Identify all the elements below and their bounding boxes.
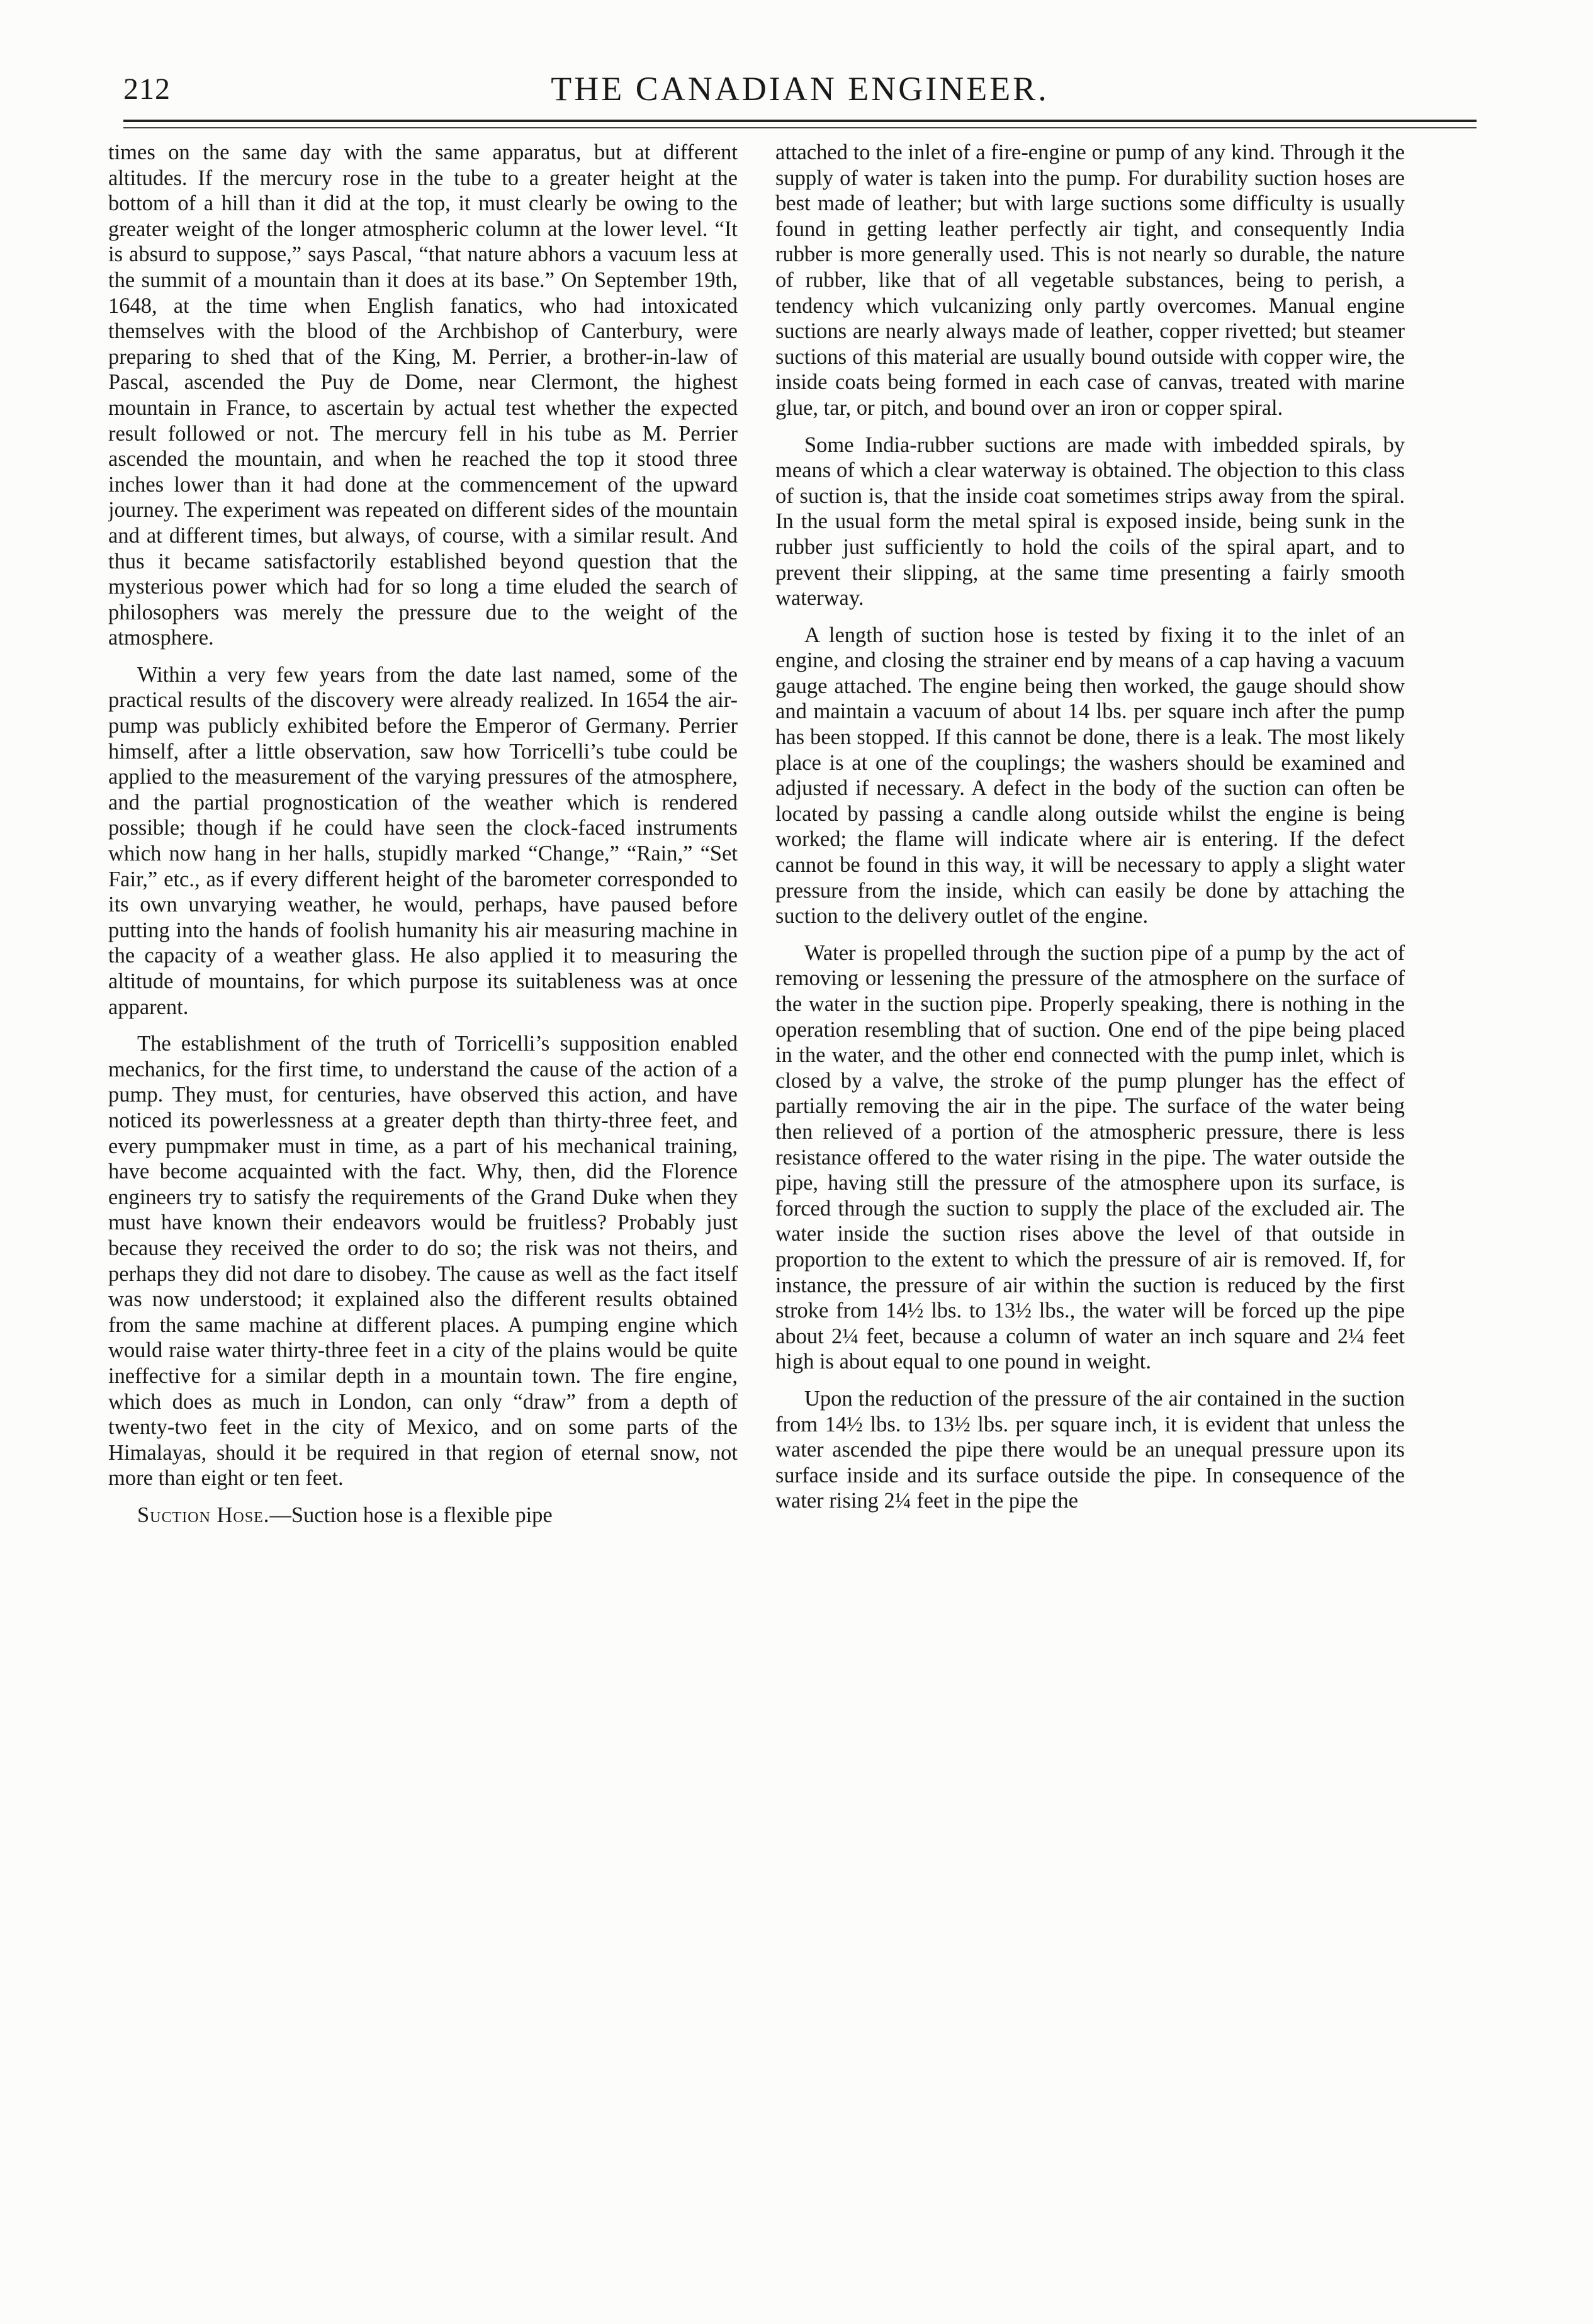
paragraph: attached to the inlet of a fire-engine or pump of any kind. Through it the supply of water is taken into the pump. For durability suction hoses are best made of leather; but with large suctions some difficulty is usually found in getting leather perfectly air tight, and consequently India rubber is more generally used. This is not nearly so durable, the nature of rubber, like that of all vegetable substances, being to perish, a tendency which vulcanizing only partly overcomes. Manual engine suctions are nearly always made of leather, copper rivetted; but steamer suctions of this material are usually bound outside with copper wire, the inside coats being formed in each case of canvas, treated with marine glue, tar, or pitch, and bound over an iron or copper spiral. — [775, 140, 1405, 420]
paragraph: Within a very few years from the date last named, some of the practical results of the discovery were already realized. In 1654 the air-pump was publicly exhibited before the Emperor of Germany. Perrier himself, after a little observation, saw how Torricelli’s tube could be applied to the measurement of the varying pressures of the atmosphere, and the partial prognostication of the weather which is rendered possible; though if he could have seen the clock-faced instruments which now hang in her halls, stupidly marked “Change,” “Rain,” “Set Fair,” etc., as if every different height of the barometer corresponded to its own unvarying weather, he would, perhaps, have paused before putting into the hands of foolish humanity his air measuring machine in the capacity of a weather glass. He also applied it to measuring the altitude of mountains, for which purpose its suitableness was at once apparent. — [108, 662, 738, 1019]
page-number: 212 — [123, 72, 171, 106]
paragraph: A length of suction hose is tested by fixing it to the inlet of an engine, and closing the strainer end by means of a cap having a vacuum gauge attached. The engine being then worked, the gauge should show and maintain a vacuum of about 14 lbs. per square inch after the pump has been stopped. If this cannot be done, there is a leak. The most likely place is at one of the couplings; the washers should be examined and adjusted if necessary. A defect in the body of the suction can often be located by passing a candle along outside whilst the engine is being worked; the flame will indicate where air is entering. If the defect cannot be found in this way, it will be necessary to apply a slight water pressure from the inside, which can easily be done by attaching the suction to the delivery outlet of the engine. — [775, 623, 1405, 928]
paragraph: Water is propelled through the suction pipe of a pump by the act of removing or lessening the pressure of the atmosphere on the surface of the water in the suction pipe. Properly speaking, there is nothing in the operation resembling that of suction. One end of the pipe being placed in the water, and the other end connected with the pump inlet, which is closed by a valve, the stroke of the pump plunger has the effect of partially removing the air in the pipe. The surface of the water being then relieved of a portion of the atmospheric pressure, there is less resistance offered to the water rising in the pipe. The water outside the pipe, having still the pressure of the atmosphere upon its surface, is forced through the suction to supply the place of the excluded air. The water inside the suction rises above the level of that outside in proportion to the extent to which the pressure of air is removed. If, for instance, the pressure of air within the suction is reduced by the first stroke from 14½ lbs. to 13½ lbs., the water will be forced up the pipe about 2¼ feet, because a column of water an inch square and 2¼ feet high is about equal to one pound in weight. — [775, 940, 1405, 1374]
paragraph: The establishment of the truth of Torricelli’s supposition enabled mechanics, for the first time, to understand the cause of the action of a pump. They must, for centuries, have observed this action, and have noticed its powerlessness at a greater depth than thirty-three feet, and every pumpmaker must in time, as a part of his mechanical training, have become acquainted with the fact. Why, then, did the Florence engineers try to satisfy the requirements of the Grand Duke when they must have known their endeavors would be fruitless? Probably just because they received the order to do so; the risk was not theirs, and perhaps they did not dare to disobey. The cause as well as the fact itself was now understood; it explained also the different results obtained from the same machine at different places. A pumping engine which would raise water thirty-three feet in a city of the plains would be quite ineffective for a similar depth in a mountain town. The fire engine, which does as much in London, can only “draw” from a depth of twenty-two feet in the city of Mexico, and on some parts of the Himalayas, should it be required in that region of eternal snow, not more than eight or ten feet. — [108, 1032, 738, 1491]
paragraph — [108, 1503, 738, 1528]
paragraph: times on the same day with the same apparatus, but at different altitudes. If the mercury rose in the tube to a greater height at the bottom of a hill than it did at the top, it must clearly be owing to the greater weight of the longer atmospheric column at the lower level. “It is absurd to suppose,” says Pascal, “that nature abhors a vacuum less at the summit of a mountain than it does at its base.” On September 19th, 1648, at the time when English fanatics, who had intoxicated themselves with the blood of the Archbishop of Canterbury, were preparing to shed that of the King, M. Perrier, a brother-in-law of Pascal, ascended the Puy de Dome, near Clermont, the highest mountain in France, to ascertain by actual test whether the expected result followed or not. The mercury fell in his tube as M. Perrier ascended the mountain, and when he reached the top it stood three inches lower than it had done at the commencement of the upward journey. The experiment was repeated on different sides of the mountain and at different times, but always, of course, with a similar result. And thus it became satisfactorily established beyond question that the mysterious power which had for so long a time eluded the search of philosophers was merely the pressure due to the weight of the atmosphere. — [108, 140, 738, 650]
paragraph: Upon the reduction of the pressure of the air contained in the suction from 14½ lbs. to 13½ lbs. per square inch, it is evident that unless the water ascended the pipe there would be an unequal pressure upon its surface inside and its surface outside the pipe. In consequence of the water rising 2¼ feet in the pipe the — [775, 1386, 1405, 1513]
paragraph-text: —Suction hose is a flexible pipe — [269, 1503, 553, 1527]
section-heading: Suction Hose. — [137, 1503, 270, 1527]
header-rule-thin — [123, 127, 1477, 128]
page-header — [123, 68, 1477, 118]
journal-title: THE CANADIAN ENGINEER. — [551, 70, 1049, 108]
paragraph: Some India-rubber suctions are made with imbedded spirals, by means of which a clear waterway is obtained. The objection to this class of suction is, that the inside coat sometimes strips away from the spiral. In the usual form the metal spiral is exposed inside, being sunk in the rubber just sufficiently to hold the coils of the spiral apart, and to prevent their slipping, at the same time presenting a fairly smooth waterway. — [775, 432, 1405, 611]
left-column — [108, 140, 738, 2305]
header-rule-thick — [123, 120, 1477, 122]
right-column — [775, 140, 1405, 2305]
